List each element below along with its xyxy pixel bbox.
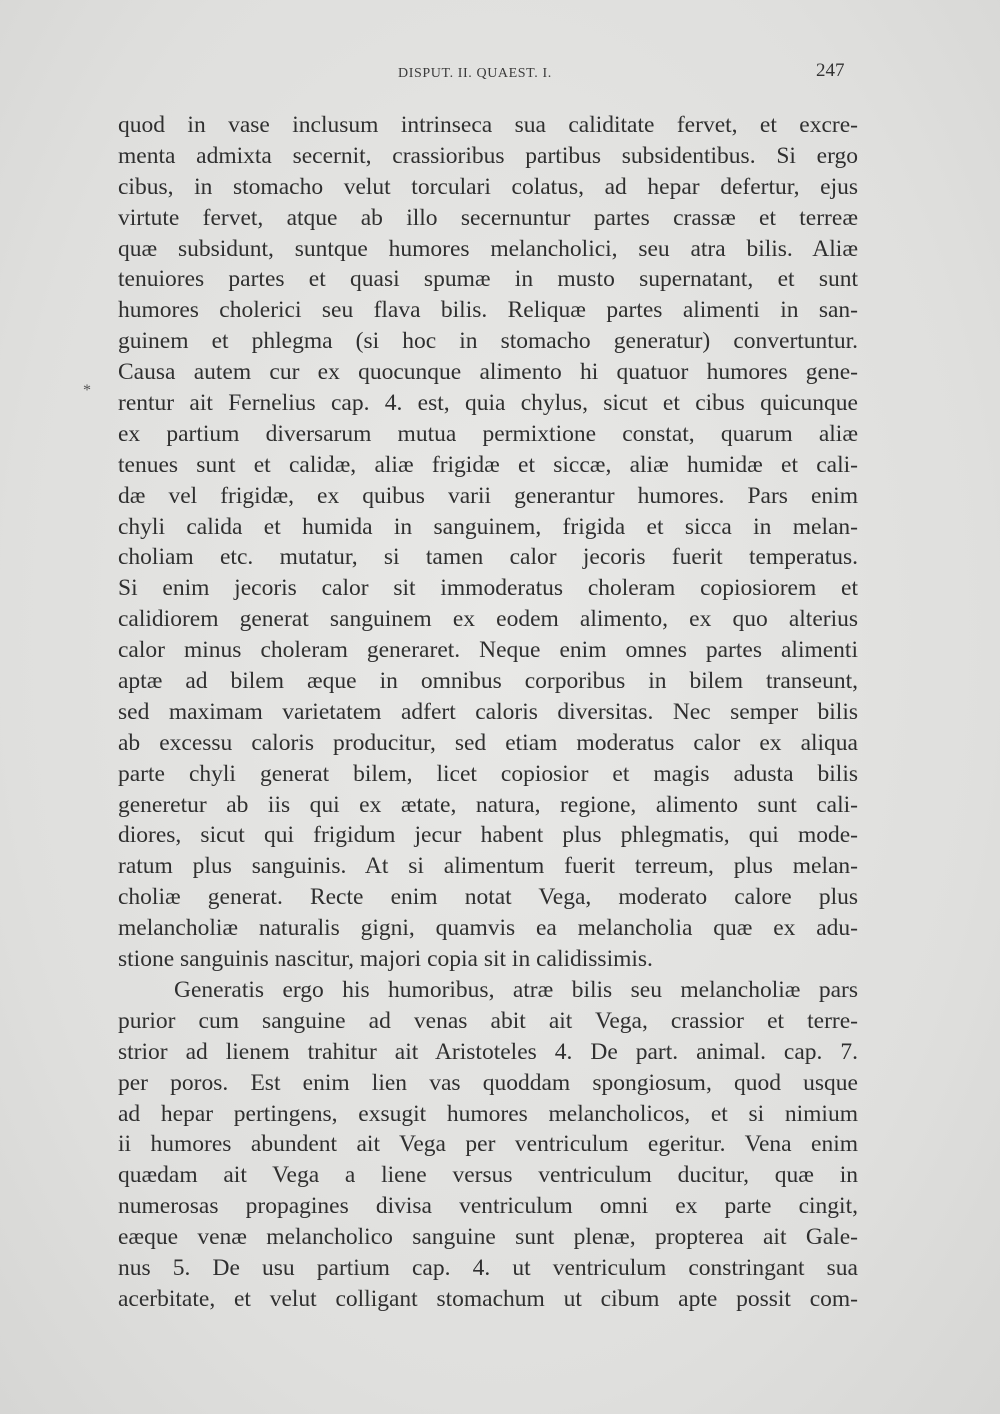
text-line: menta admixta secernit, crassioribus partibus subsidentibus. Si ergo	[118, 142, 858, 169]
text-line: strior ad lienem trahitur ait Aristoteles 4. De part. animal. cap. 7.	[118, 1038, 858, 1065]
text-line: quæ subsidunt, suntque humores melancholici, seu atra bilis. Aliæ	[118, 235, 858, 262]
text-line: quædam ait Vega a liene versus ventriculum ducitur, quæ in	[118, 1162, 858, 1189]
text-line: sed maximam varietatem adfert caloris diversitas. Nec semper bilis	[118, 698, 858, 725]
text-line: calidiorem generat sanguinem ex eodem alimento, ex quo alterius	[118, 606, 858, 633]
page-header	[0, 60, 1000, 90]
running-head: DISPUT. II. QUAEST. I.	[398, 66, 552, 81]
text-line: chyli calida et humida in sanguinem, frigida et sicca in melan-	[118, 513, 858, 540]
text-line: numerosas propagines divisa ventriculum omni ex parte cingit,	[118, 1193, 858, 1220]
margin-mark: *	[83, 382, 91, 399]
text-line: Si enim jecoris calor sit immoderatus choleram copiosiorem et	[118, 575, 858, 602]
text-line: ratum plus sanguinis. At si alimentum fuerit terreum, plus melan-	[118, 853, 858, 880]
text-line: virtute fervet, atque ab illo secernuntur partes crassæ et terreæ	[118, 204, 858, 231]
page-number: 247	[816, 60, 845, 81]
text-line: melancholiæ naturalis gigni, quamvis ea melancholia quæ ex adu-	[118, 915, 858, 942]
text-line: acerbitate, et velut colligant stomachum ut cibum apte possit com-	[118, 1285, 858, 1312]
text-line: per poros. Est enim lien vas quoddam spongiosum, quod usque	[118, 1069, 858, 1096]
text-line: tenuiores partes et quasi spumæ in musto supernatant, et sunt	[118, 266, 858, 293]
text-line: dæ vel frigidæ, ex quibus varii generantur humores. Pars enim	[118, 482, 858, 509]
text-line: tenues sunt et calidæ, aliæ frigidæ et siccæ, aliæ humidæ et cali-	[118, 451, 858, 478]
text-line: aptæ ad bilem æque in omnibus corporibus in bilem transeunt,	[118, 668, 858, 695]
text-line: choliam etc. mutatur, si tamen calor jecoris fuerit temperatus.	[118, 544, 858, 571]
text-line: ab excessu caloris producitur, sed etiam moderatus calor ex aliqua	[118, 729, 858, 756]
text-line: rentur ait Fernelius cap. 4. est, quia chylus, sicut et cibus quicunque	[118, 390, 858, 417]
text-line: calor minus choleram generaret. Neque enim omnes partes alimenti	[118, 637, 858, 664]
text-line: parte chyli generat bilem, licet copiosior et magis adusta bilis	[118, 760, 858, 787]
text-line: nus 5. De usu partium cap. 4. ut ventriculum constringant sua	[118, 1254, 858, 1281]
text-line: ii humores abundent ait Vega per ventriculum egeritur. Vena enim	[118, 1131, 858, 1158]
text-line: guinem et phlegma (si hoc in stomacho generatur) convertuntur.	[118, 328, 858, 355]
text-line: diores, sicut qui frigidum jecur habent plus phlegmatis, qui mode-	[118, 822, 858, 849]
text-line: humores cholerici seu flava bilis. Reliquæ partes alimenti in san-	[118, 297, 858, 324]
text-line: choliæ generat. Recte enim notat Vega, moderato calore plus	[118, 884, 858, 911]
text-line: purior cum sanguine ad venas abit ait Vega, crassior et terre-	[118, 1007, 858, 1034]
text-line: eæque venæ melancholico sanguine sunt plenæ, propterea ait Gale-	[118, 1224, 858, 1251]
paragraph-first-line: Generatis ergo his humoribus, atræ bilis seu melancholiæ pars	[174, 976, 858, 1003]
text-line: generetur ab iis qui ex ætate, natura, regione, alimento sunt cali-	[118, 791, 858, 818]
text-line: ex partium diversarum mutua permixtione constat, quarum aliæ	[118, 420, 858, 447]
text-line: quod in vase inclusum intrinseca sua caliditate fervet, et excre-	[118, 112, 858, 138]
body-text	[118, 110, 858, 1315]
text-line: stione sanguinis nascitur, majori copia sit in calidissimis.	[118, 946, 653, 973]
text-line: ad hepar pertingens, exsugit humores melancholicos, et si nimium	[118, 1100, 858, 1127]
text-line: Causa autem cur ex quocunque alimento hi quatuor humores gene-	[118, 359, 858, 386]
text-line: cibus, in stomacho velut torculari colatus, ad hepar defertur, ejus	[118, 173, 858, 200]
